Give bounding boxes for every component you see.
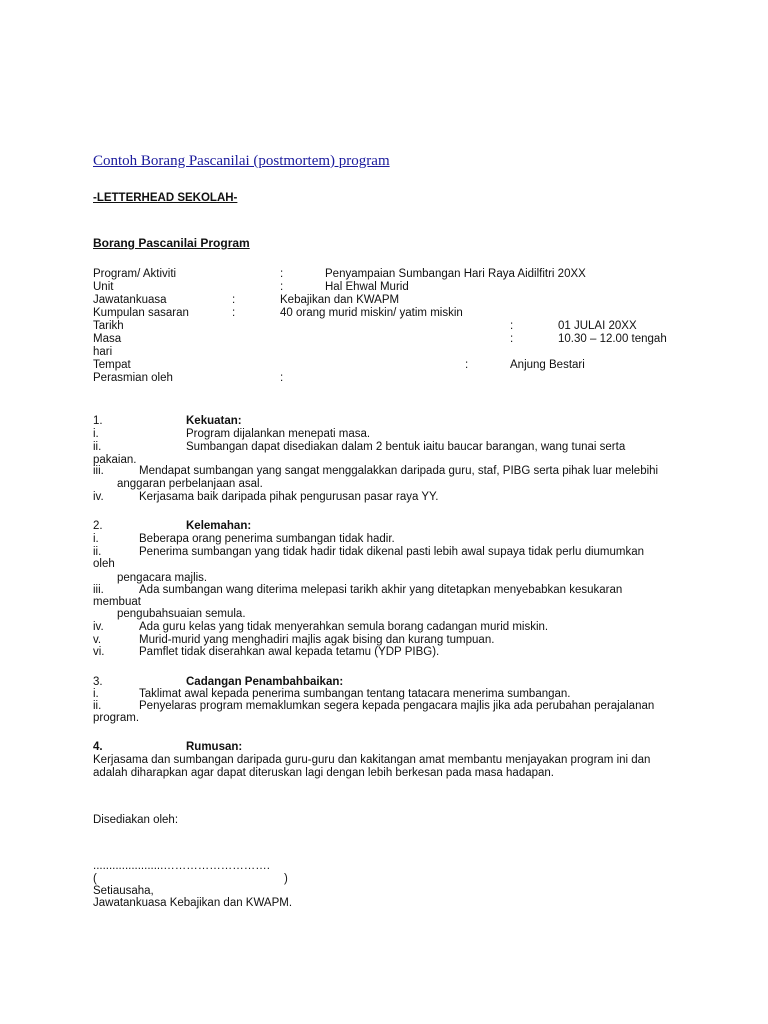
list-marker: i. bbox=[93, 428, 99, 440]
program-label: Program/ Aktiviti bbox=[93, 268, 177, 280]
prepared-by-label: Disediakan oleh: bbox=[93, 814, 179, 826]
perasmian-colon: : bbox=[280, 372, 284, 384]
section-heading: Cadangan Penambahbaikan: bbox=[186, 676, 344, 688]
list-item: Kerjasama baik daripada pihak pengurusan pasar raya YY. bbox=[139, 491, 439, 503]
list-marker: iv. bbox=[93, 491, 104, 503]
perasmian-label: Perasmian oleh bbox=[93, 372, 173, 384]
letterhead: -LETTERHEAD SEKOLAH- bbox=[93, 192, 238, 204]
jawatankuasa-value: Kebajikan dan KWAPM bbox=[280, 294, 400, 306]
close-paren: ) bbox=[284, 873, 288, 885]
signatory-role: Setiausaha, bbox=[93, 885, 154, 897]
tarikh-colon: : bbox=[510, 320, 514, 332]
list-item: Taklimat awal kepada penerima sumbangan tentang tatacara menerima sumbangan. bbox=[139, 688, 571, 700]
program-value: Penyampaian Sumbangan Hari Raya Aidilfitri 20XX bbox=[325, 268, 586, 280]
section-number: 1. bbox=[93, 415, 103, 427]
list-item: Pamflet tidak diserahkan awal kepada tetamu (YDP PIBG). bbox=[139, 646, 440, 658]
list-item-cont: pengubahsuaian semula. bbox=[117, 608, 246, 620]
section-heading: Kekuatan: bbox=[186, 415, 242, 427]
list-marker: vi. bbox=[93, 646, 105, 658]
list-marker: ii. bbox=[93, 700, 102, 712]
section-number: 2. bbox=[93, 520, 103, 532]
program-colon: : bbox=[280, 268, 284, 280]
list-item: Program dijalankan menepati masa. bbox=[186, 428, 371, 440]
rumusan-text-line2: adalah diharapkan agar dapat diteruskan lagi dengan lebih berkesan pada masa hadapan. bbox=[93, 767, 554, 779]
unit-label: Unit bbox=[93, 281, 114, 293]
list-item: Sumbangan dapat disediakan dalam 2 bentuk iaitu baucar barangan, wang tunai serta bbox=[186, 441, 626, 453]
section-number: 3. bbox=[93, 676, 103, 688]
form-title: Borang Pascanilai Program bbox=[93, 236, 250, 250]
list-marker: iv. bbox=[93, 621, 104, 633]
list-item-cont: oleh bbox=[93, 558, 115, 570]
unit-value: Hal Ehwal Murid bbox=[325, 281, 409, 293]
list-item: Penerima sumbangan yang tidak hadir tidak dikenal pasti lebih awal supaya tidak perlu diumumkan bbox=[139, 546, 645, 558]
tempat-label: Tempat bbox=[93, 359, 131, 371]
list-item-cont: membuat bbox=[93, 596, 141, 608]
list-marker: iii. bbox=[93, 465, 104, 477]
list-item: Ada sumbangan wang diterima melepasi tarikh akhir yang ditetapkan menyebabkan kesukaran bbox=[139, 584, 623, 596]
kumpulan-label: Kumpulan sasaran bbox=[93, 307, 189, 319]
masa-label: Masa bbox=[93, 333, 122, 345]
signature-line: ......................………………………. bbox=[93, 860, 270, 872]
tarikh-value: 01 JULAI 20XX bbox=[558, 320, 637, 332]
masa-colon: : bbox=[510, 333, 514, 345]
page-title: Contoh Borang Pascanilai (postmortem) program bbox=[93, 153, 390, 169]
list-item: Murid-murid yang menghadiri majlis agak bising dan kurang tumpuan. bbox=[139, 634, 495, 646]
open-paren: ( bbox=[93, 873, 97, 885]
tarikh-label: Tarikh bbox=[93, 320, 124, 332]
section-number: 4. bbox=[93, 741, 103, 753]
kumpulan-colon: : bbox=[232, 307, 236, 319]
list-item: Ada guru kelas yang tidak menyerahkan semula borang cadangan murid miskin. bbox=[139, 621, 549, 633]
list-item-cont: pakaian. bbox=[93, 454, 137, 466]
list-item: Mendapat sumbangan yang sangat menggalakkan daripada guru, staf, PIBG serta pihak luar melebihi bbox=[139, 465, 659, 477]
list-item: Beberapa orang penerima sumbangan tidak hadir. bbox=[139, 533, 395, 545]
tempat-value: Anjung Bestari bbox=[510, 359, 585, 371]
signatory-committee: Jawatankuasa Kebajikan dan KWAPM. bbox=[93, 897, 293, 909]
list-marker: i. bbox=[93, 688, 99, 700]
rumusan-text-line1: Kerjasama dan sumbangan daripada guru-guru dan kakitangan amat membantu menjayakan program ini dan bbox=[93, 754, 651, 766]
jawatankuasa-label: Jawatankuasa bbox=[93, 294, 167, 306]
list-marker: ii. bbox=[93, 441, 102, 453]
list-item-cont: pengacara majlis. bbox=[117, 572, 208, 584]
tempat-colon: : bbox=[465, 359, 469, 371]
masa-value: 10.30 – 12.00 tengah bbox=[558, 333, 667, 345]
list-marker: ii. bbox=[93, 546, 102, 558]
list-item: Penyelaras program memaklumkan segera kepada pengacara majlis jika ada perubahan perajalanan bbox=[139, 700, 655, 712]
list-marker: iii. bbox=[93, 584, 104, 596]
list-item-cont: anggaran perbelanjaan asal. bbox=[117, 478, 263, 490]
list-item-cont: program. bbox=[93, 712, 140, 724]
jawatankuasa-colon: : bbox=[232, 294, 236, 306]
list-marker: v. bbox=[93, 634, 102, 646]
list-marker: i. bbox=[93, 533, 99, 545]
kumpulan-value: 40 orang murid miskin/ yatim miskin bbox=[280, 307, 463, 319]
section-heading: Kelemahan: bbox=[186, 520, 252, 532]
masa-value-cont: hari bbox=[93, 346, 113, 358]
section-heading: Rumusan: bbox=[186, 741, 243, 753]
unit-colon: : bbox=[280, 281, 284, 293]
